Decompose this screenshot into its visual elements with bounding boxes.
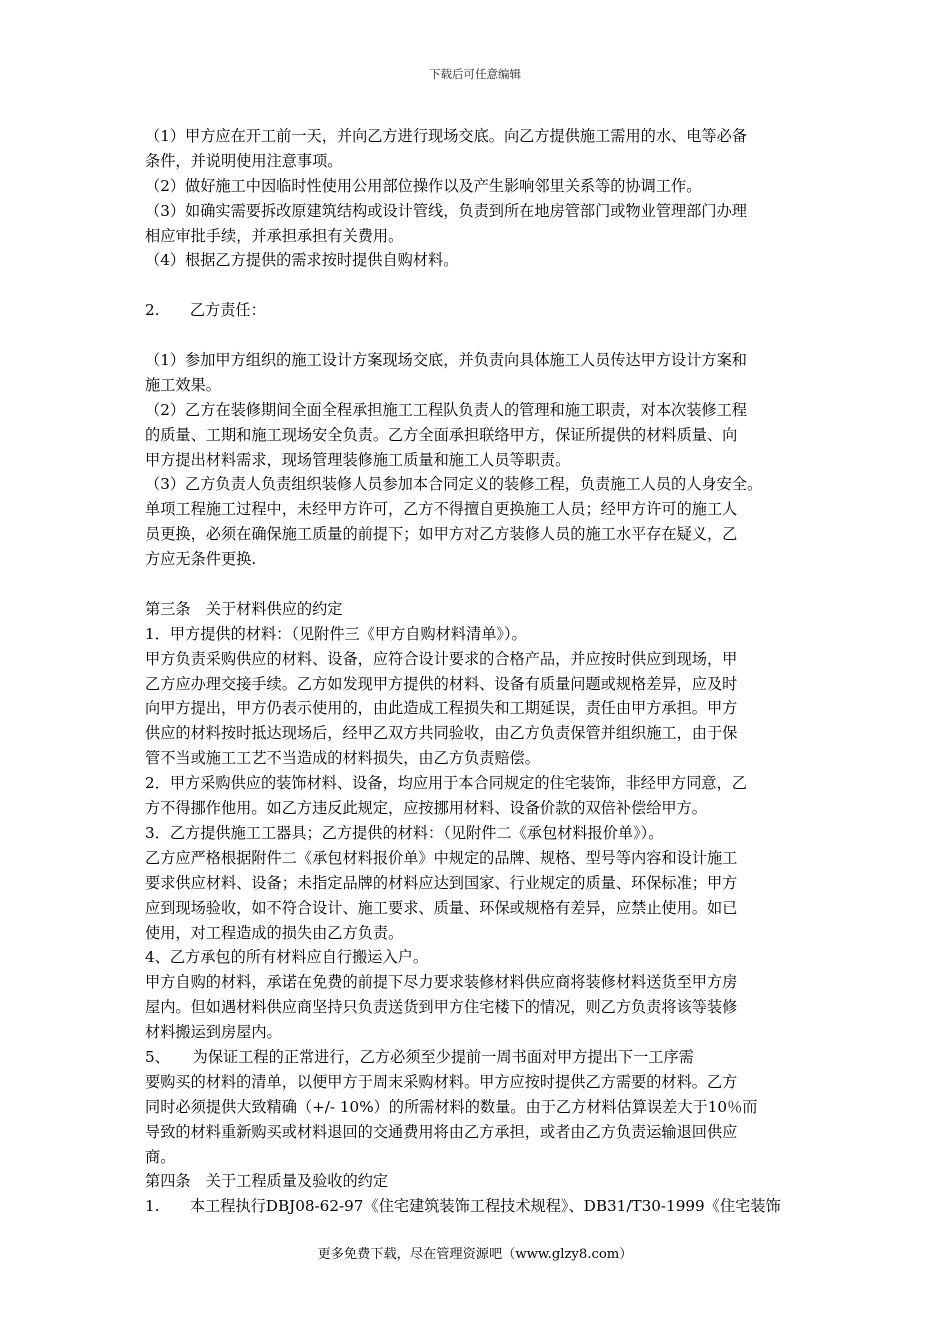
text-line: 商。 [145,1147,176,1166]
text-line: 条件，并说明使用注意事项。 [145,151,343,170]
text-line: 3．乙方提供施工工器具；乙方提供的材料：（见附件二《承包材料报价单》）。 [145,823,664,842]
text-line: 1. 本工程执行DBJ08-62-97《住宅建筑装饰工程技术规程》、DB31/T30-1999《住宅装饰 [145,1197,781,1216]
text-line: （1）参加甲方组织的施工设计方案现场交底，并负责向具体施工人员传达甲方设计方案和 [145,351,747,370]
text-line: 单项工程施工过程中，未经甲方许可，乙方不得擅自更换施工人员；经甲方许可的施工人 [145,500,738,519]
text-line: 管不当或施工工艺不当造成的材料损失，由乙方负责赔偿。 [145,749,540,768]
text-line: （1）甲方应在开工前一天，并向乙方进行现场交底。向乙方提供施工需用的水、电等必备 [145,127,747,145]
text-line: 导致的材料重新购买或材料退回的交通费用将由乙方承担，或者由乙方负责运输退回供应 [145,1122,738,1141]
text-line: 4、乙方承包的所有材料应自行搬运入户。 [145,948,429,967]
text-line: （2）乙方在装修期间全面全程承担施工工程队负责人的管理和施工职责，对本次装修工程 [145,400,747,419]
text-line: （3）乙方负责人负责组织装修人员参加本合同定义的装修工程，负责施工人员的人身安全。 [145,475,763,494]
text-line: 甲方自购的材料，承诺在免费的前提下尽力要求装修材料供应商将装修材料送货至甲方房 [145,973,738,992]
text-line: 的质量、工期和施工现场安全负责。乙方全面承担联络甲方，保证所提供的材料质量、向 [145,425,738,444]
text-line: （4）根据乙方提供的需求按时提供自购材料。 [145,251,459,270]
text-line: 甲方负责采购供应的材料、设备，应符合设计要求的合格产品，并应按时供应到现场，甲 [145,649,738,668]
text-line: 相应审批手续，并承担承担有关费用。 [145,226,404,245]
blank-line [145,572,817,597]
blank-line [145,323,817,348]
text-line: 方应无条件更换. [145,550,257,569]
text-line: 供应的材料按时抵达现场后，经甲乙双方共同验收，由乙方负责保管并组织施工，由于保 [145,724,738,743]
text-line: 1．甲方提供的材料：（见附件三《甲方自购材料清单》）。 [145,624,527,643]
text-line: 员更换，必须在确保施工质量的前提下；如甲方对乙方装修人员的施工水平存在疑义，乙 [145,525,738,544]
text-line: 甲方提出材料需求，现场管理装修施工质量和施工人员等职责。 [145,450,571,469]
article-heading: 第四条 关于工程质量及验收的约定 [145,1172,388,1191]
article-heading: 第三条 关于材料供应的约定 [145,599,343,618]
text-line: 向甲方提出，甲方仍表示使用的，由此造成工程损失和工期延误，责任由甲方承担。甲方 [145,699,738,718]
text-line: 要购买的材料的清单，以便甲方于周末采购材料。甲方应按时提供乙方需要的材料。乙方 [145,1072,738,1091]
section-heading: 2. 乙方责任： [145,301,266,320]
text-line: 施工效果。 [145,375,221,394]
text-line: 使用，对工程造成的损失由乙方负责。 [145,923,404,942]
page-header: 下载后可任意编辑 [429,67,521,81]
text-line: 方不得挪作他用。如乙方违反此规定，应按挪用材料、设备价款的双倍补偿给甲方。 [145,799,707,818]
text-line: 同时必须提供大致精确（+/- 10%）的所需材料的数量。由于乙方材料估算误差大于10％而 [145,1097,758,1116]
text-line: （2）做好施工中因临时性使用公用部位操作以及产生影响邻里关系等的协调工作。 [145,176,702,195]
text-line: 乙方应办理交接手续。乙方如发现甲方提供的材料、设备有质量问题或规格差异，应及时 [145,674,738,693]
text-line: 应到现场验收，如不符合设计、施工要求、质量、环保或规格有差异，应禁止使用。如已 [145,898,738,917]
text-line: 2．甲方采购供应的装饰材料、设备，均应用于本合同规定的住宅装饰，非经甲方同意，乙 [145,774,747,793]
text-line: 乙方应严格根据附件二《承包材料报价单》中规定的品牌、规格、型号等内容和设计施工 [145,848,738,867]
text-line: 屋内。但如遇材料供应商坚持只负责送货到甲方住宅楼下的情况，则乙方负责将该等装修 [145,998,738,1017]
text-line: 5、 为保证工程的正常进行，乙方必须至少提前一周书面对甲方提出下一工序需 [145,1047,694,1066]
blank-line [145,273,817,298]
text-line: 要求供应材料、设备；未指定品牌的材料应达到国家、行业规定的质量、环保标准；甲方 [145,873,738,892]
document-body [145,124,817,1219]
page-footer: 更多免费下载，尽在管理资源吧（www.glzy8.com） [317,1247,633,1262]
text-line: （3）如确实需要拆改原建筑结构或设计管线，负责到所在地房管部门或物业管理部门办理 [145,201,747,220]
text-line: 材料搬运到房屋内。 [145,1023,282,1042]
